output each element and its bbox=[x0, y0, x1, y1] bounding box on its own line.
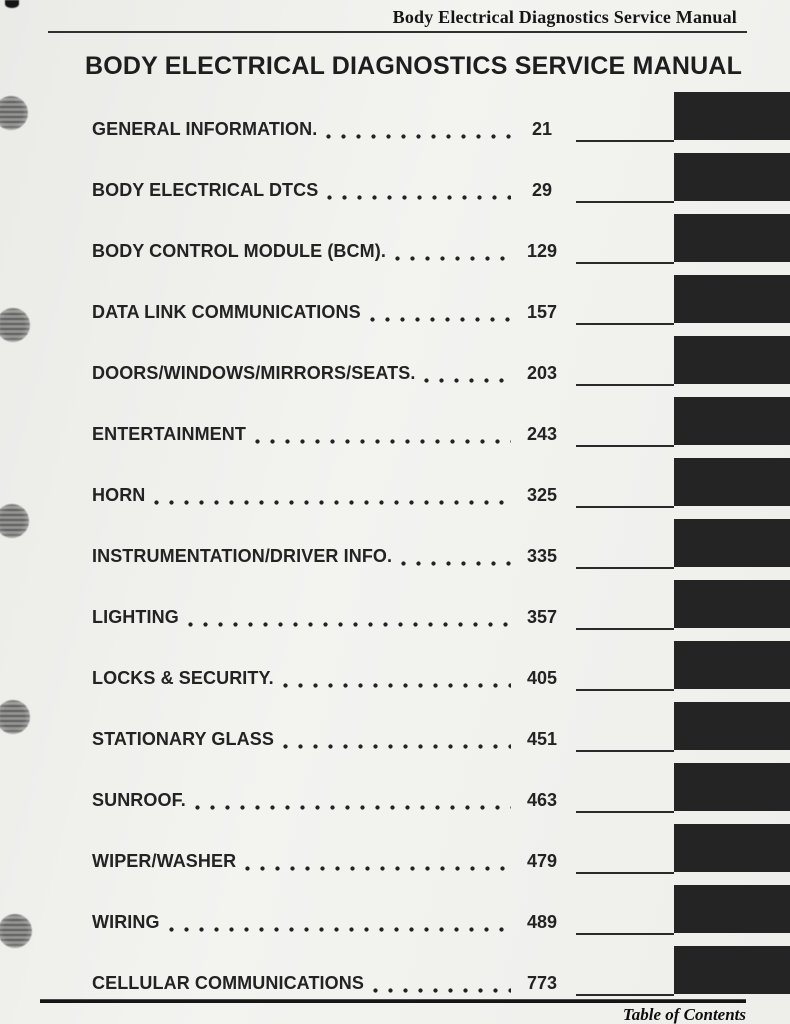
toc-entry-label: LIGHTING bbox=[92, 607, 179, 627]
toc-entry-page: 243 bbox=[526, 424, 558, 444]
toc-entry-page: 325 bbox=[526, 485, 558, 505]
toc-entry-label: GENERAL INFORMATION. bbox=[92, 119, 318, 139]
scan-artifact-mark bbox=[5, 0, 19, 8]
toc-row bbox=[0, 940, 790, 1001]
toc-entry-label: STATIONARY GLASS bbox=[92, 729, 274, 749]
toc-entry-page: 479 bbox=[526, 851, 558, 871]
header-rule bbox=[48, 31, 747, 33]
tab-rule-line bbox=[576, 872, 674, 874]
toc-entry-label: HORN bbox=[92, 485, 146, 505]
section-tab bbox=[674, 458, 790, 506]
toc-entry-page: 129 bbox=[526, 241, 558, 261]
dot-leader bbox=[401, 561, 511, 566]
toc-row bbox=[0, 147, 790, 208]
toc-row bbox=[0, 696, 790, 757]
toc-row bbox=[0, 635, 790, 696]
dot-leader bbox=[169, 927, 511, 932]
dot-leader bbox=[395, 256, 511, 261]
dot-leader bbox=[327, 195, 511, 200]
page-title: BODY ELECTRICAL DIAGNOSTICS SERVICE MANUAL bbox=[85, 52, 743, 80]
tab-rule-line bbox=[576, 750, 674, 752]
toc-row bbox=[0, 391, 790, 452]
tab-rule-line bbox=[576, 384, 674, 386]
tab-rule-line bbox=[576, 140, 674, 142]
tab-rule-line bbox=[576, 323, 674, 325]
dot-leader bbox=[373, 988, 511, 993]
section-tab bbox=[674, 92, 790, 140]
footer-label: Table of Contents bbox=[622, 1005, 746, 1024]
toc-entry-label: BODY ELECTRICAL DTCS bbox=[92, 180, 319, 200]
toc-row bbox=[0, 86, 790, 147]
toc-entry-label: CELLULAR COMMUNICATIONS bbox=[92, 973, 364, 993]
tab-rule-line bbox=[576, 445, 674, 447]
footer-rule bbox=[40, 999, 746, 1003]
toc-entry-page: 489 bbox=[526, 912, 558, 932]
toc-entry-label: SUNROOF. bbox=[92, 790, 186, 810]
toc-row bbox=[0, 513, 790, 574]
toc-entry-page: 335 bbox=[526, 546, 558, 566]
toc-entry-page: 357 bbox=[526, 607, 558, 627]
dot-leader bbox=[245, 866, 511, 871]
toc-entry-page: 29 bbox=[531, 180, 553, 200]
section-tab bbox=[674, 153, 790, 201]
tab-rule-line bbox=[576, 933, 674, 935]
section-tab bbox=[674, 336, 790, 384]
tab-rule-line bbox=[576, 201, 674, 203]
dot-leader bbox=[370, 317, 511, 322]
section-tab bbox=[674, 885, 790, 933]
section-tab bbox=[674, 397, 790, 445]
toc-entry-label: DATA LINK COMMUNICATIONS bbox=[92, 302, 361, 322]
section-tab bbox=[674, 275, 790, 323]
tab-rule-line bbox=[576, 262, 674, 264]
dot-leader bbox=[424, 378, 511, 383]
toc-entry-label: DOORS/WINDOWS/MIRRORS/SEATS. bbox=[92, 363, 416, 383]
dot-leader bbox=[283, 744, 511, 749]
toc-row bbox=[0, 452, 790, 513]
dot-leader bbox=[255, 439, 511, 444]
toc-entry-page: 157 bbox=[526, 302, 558, 322]
tab-rule-line bbox=[576, 506, 674, 508]
toc-entry-page: 405 bbox=[526, 668, 558, 688]
toc-entry-label: BODY CONTROL MODULE (BCM). bbox=[92, 241, 386, 261]
tab-rule-line bbox=[576, 994, 674, 996]
toc-entry-page: 203 bbox=[526, 363, 558, 383]
toc-row bbox=[0, 574, 790, 635]
toc-row bbox=[0, 208, 790, 269]
section-tab bbox=[674, 702, 790, 750]
dot-leader bbox=[195, 805, 511, 810]
dot-leader bbox=[188, 622, 511, 627]
table-of-contents bbox=[0, 86, 790, 1001]
section-tab bbox=[674, 519, 790, 567]
toc-entry-page: 21 bbox=[531, 119, 553, 139]
tab-rule-line bbox=[576, 689, 674, 691]
toc-entry-label: WIRING bbox=[92, 912, 160, 932]
toc-row bbox=[0, 330, 790, 391]
toc-entry-label: WIPER/WASHER bbox=[92, 851, 237, 871]
tab-rule-line bbox=[576, 628, 674, 630]
running-header: Body Electrical Diagnostics Service Manual bbox=[392, 7, 737, 27]
toc-row bbox=[0, 879, 790, 940]
toc-row bbox=[0, 757, 790, 818]
toc-entry-label: INSTRUMENTATION/DRIVER INFO. bbox=[92, 546, 393, 566]
toc-entry-page: 773 bbox=[526, 973, 558, 993]
tab-rule-line bbox=[576, 567, 674, 569]
dot-leader bbox=[283, 683, 511, 688]
dot-leader bbox=[154, 500, 511, 505]
toc-entry-label: LOCKS & SECURITY. bbox=[92, 668, 274, 688]
section-tab bbox=[674, 763, 790, 811]
toc-row bbox=[0, 269, 790, 330]
dot-leader bbox=[326, 134, 511, 139]
toc-entry-page: 451 bbox=[526, 729, 558, 749]
section-tab bbox=[674, 641, 790, 689]
section-tab bbox=[674, 214, 790, 262]
toc-row bbox=[0, 818, 790, 879]
toc-entry-label: ENTERTAINMENT bbox=[92, 424, 246, 444]
tab-rule-line bbox=[576, 811, 674, 813]
toc-entry-page: 463 bbox=[526, 790, 558, 810]
section-tab bbox=[674, 580, 790, 628]
section-tab bbox=[674, 824, 790, 872]
section-tab bbox=[674, 946, 790, 994]
